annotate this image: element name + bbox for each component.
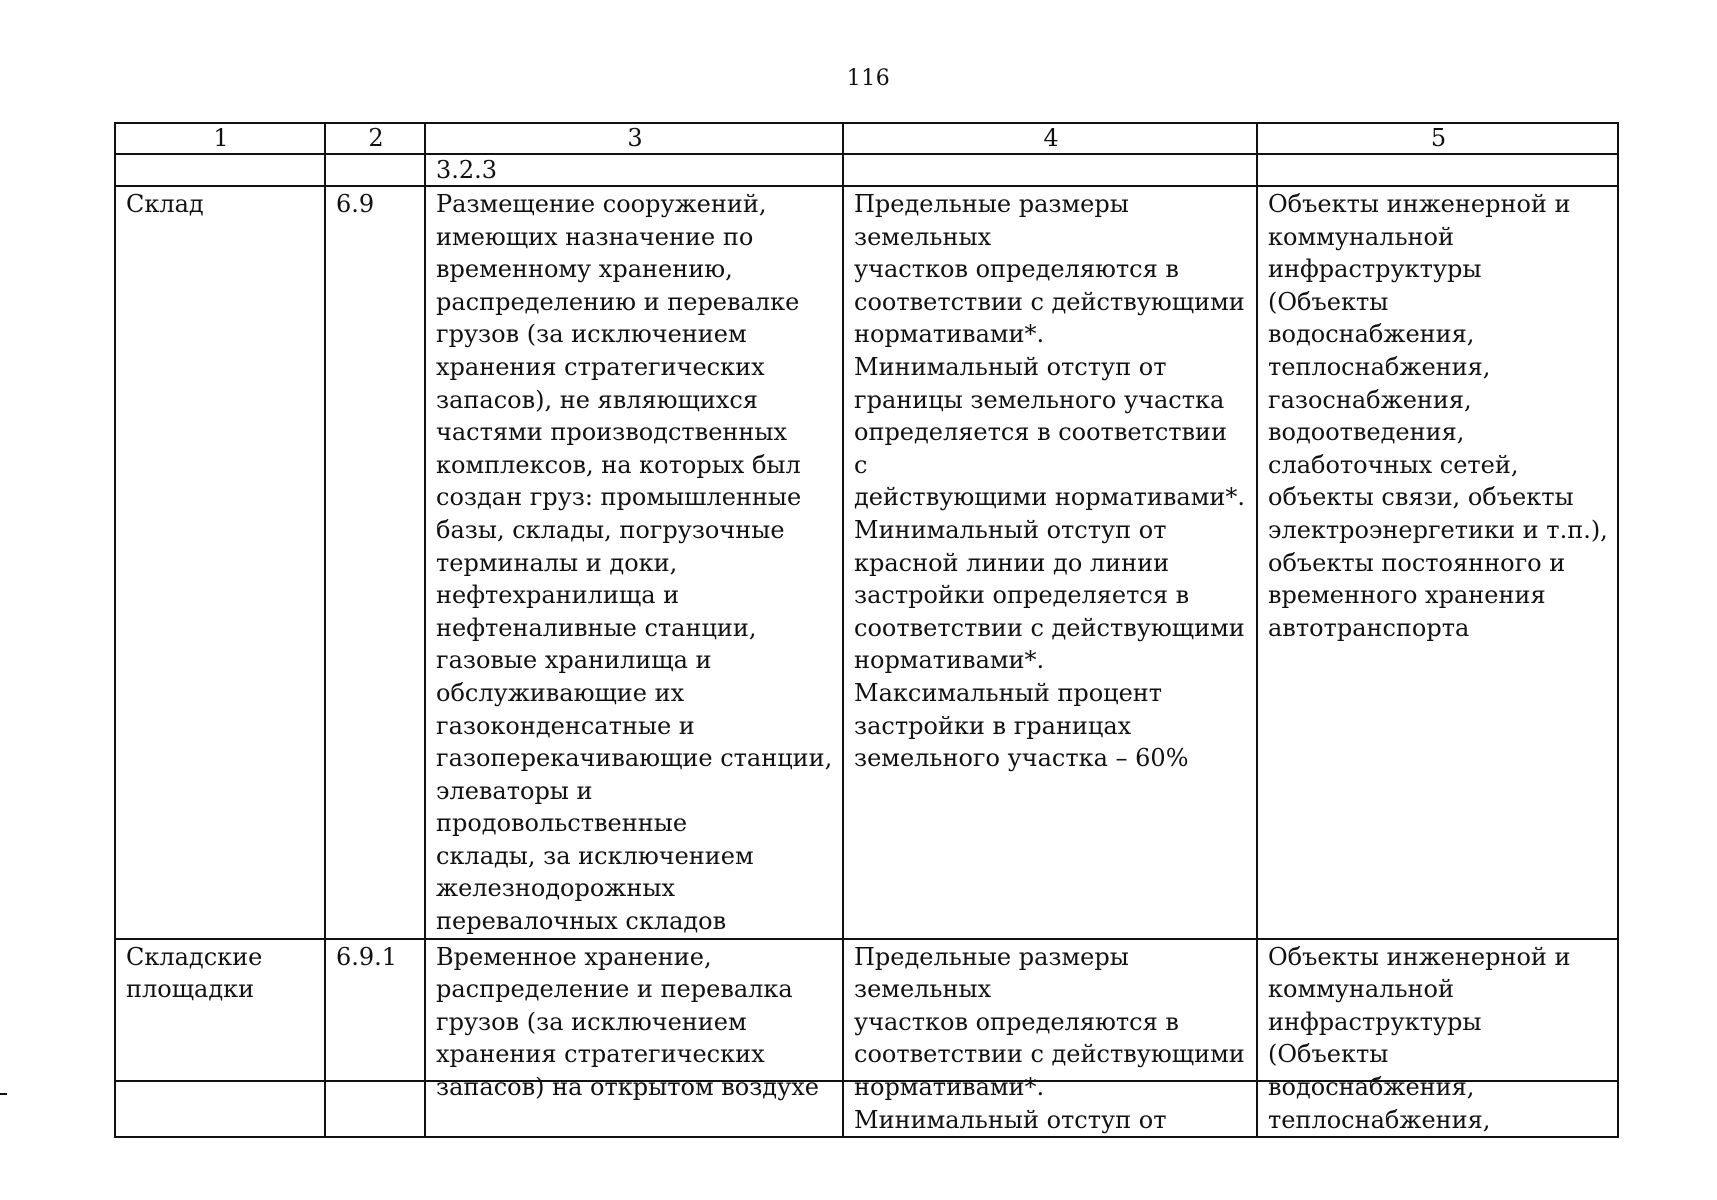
zoning-table-sheet (114, 122, 1617, 1134)
column-number-4: 4 (843, 123, 1257, 154)
column-number-3: 3 (425, 123, 843, 154)
auxiliary-uses: Объекты инженерной и коммунальной инфраструктуры (Объекты водоснабжения, теплоснабжения, (1257, 939, 1618, 1138)
zoning-regulations-table (114, 122, 1619, 1138)
column-number-2: 2 (325, 123, 425, 154)
column-number-row (115, 123, 1618, 154)
land-use-code: 6.9.1 (325, 939, 425, 1138)
land-use-name: Склад (115, 186, 325, 939)
classifier-code-row (115, 154, 1618, 186)
column-number-5: 5 (1257, 123, 1618, 154)
code-cell-3: 3.2.3 (425, 154, 843, 186)
code-cell-2 (325, 154, 425, 186)
table-row (115, 939, 1618, 1138)
code-cell-5 (1257, 154, 1618, 186)
auxiliary-uses: Объекты инженерной и коммунальной инфраструктуры (Объекты водоснабжения, теплоснабжения, газоснабжения, водоотведения, слаботочных сетей, объекты связи, объекты электроэнергетики и т.п.), объекты постоянного и временного хранения автотранспорта (1257, 186, 1618, 939)
land-use-parameters: Предельные размеры земельных участков определяются в соответствии с действующими нормативами*. Минимальный отступ от (843, 939, 1257, 1138)
land-use-code: 6.9 (325, 186, 425, 939)
scan-edge-mark (0, 1093, 7, 1095)
code-cell-1 (115, 154, 325, 186)
table-row (115, 186, 1618, 939)
land-use-description: Временное хранение, распределение и перевалка грузов (за исключением хранения стратегических запасов) на открытом воздухе (425, 939, 843, 1138)
land-use-name: Складские площадки (115, 939, 325, 1138)
land-use-description: Размещение сооружений, имеющих назначение по временному хранению, распределению и перевалке грузов (за исключением хранения стратегических запасов), не являющихся частями производственных комплексов, на которых был создан груз: промышленные базы, склады, погрузочные терминалы и доки, нефтехранилища и нефтеналивные станции, газовые хранилища и обслуживающие их газоконденсатные и газоперекачивающие станции, элеваторы и продовольственные склады, за исключением железнодорожных перевалочных складов (425, 186, 843, 939)
land-use-parameters: Предельные размеры земельных участков определяются в соответствии с действующими нормативами*. Минимальный отступ от границы земельного участка определяется в соответствии с действующими нормативами*. Минимальный отступ от красной линии до линии застройки определяется в соответствии с действующими нормативами*. Максимальный процент застройки в границах земельного участка – 60% (843, 186, 1257, 939)
column-number-1: 1 (115, 123, 325, 154)
page-number: 116 (846, 66, 891, 91)
code-cell-4 (843, 154, 1257, 186)
